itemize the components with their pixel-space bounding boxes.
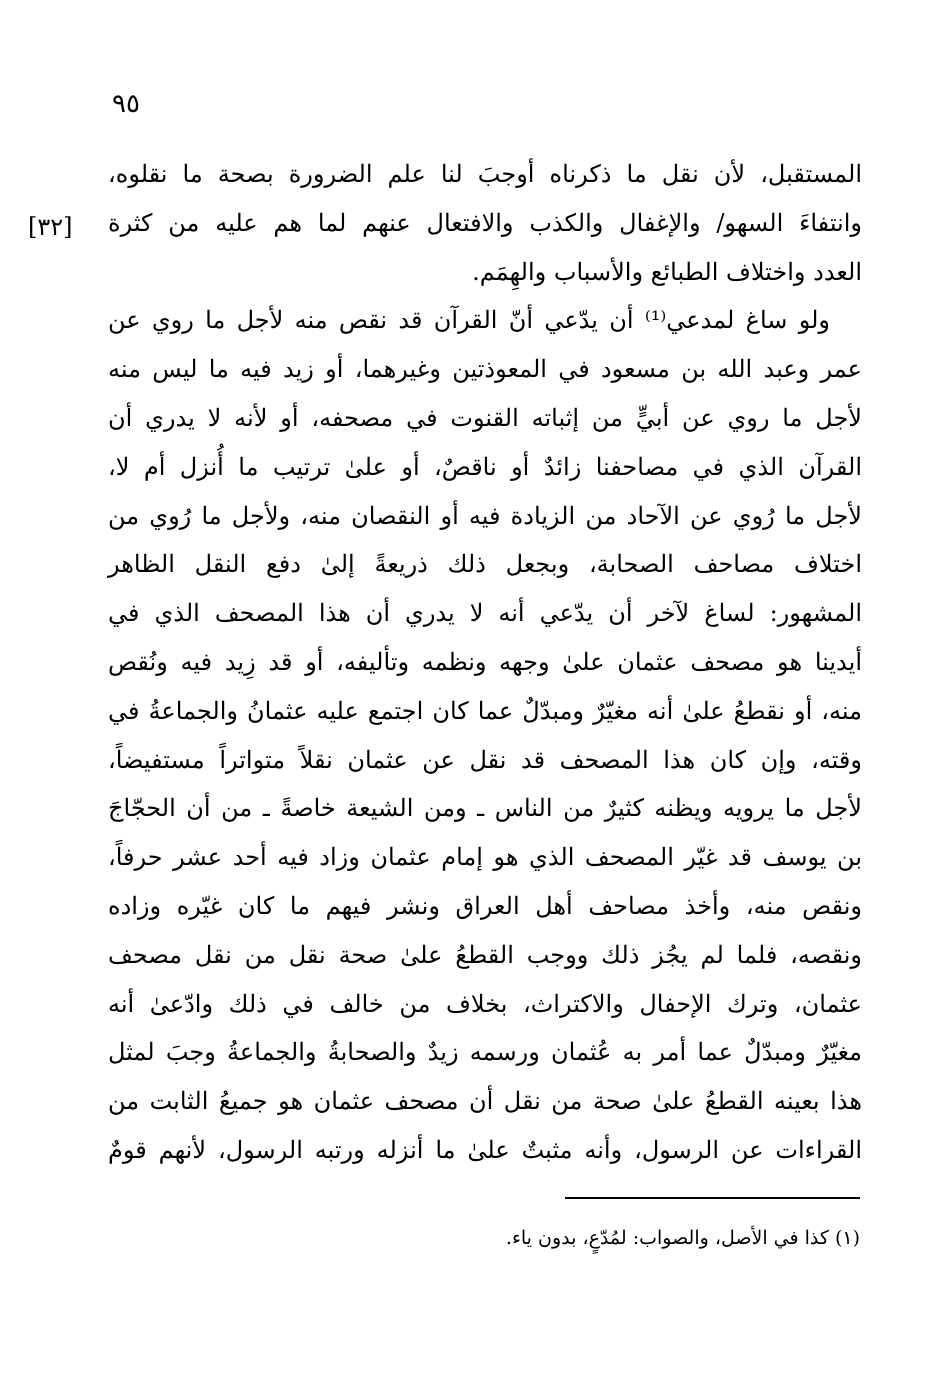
text-line: لأجل ما رُوي عن الآحاد من الزيادة فيه أو النقصان منه، ولأجل ما رُوي من [108,501,862,530]
text-line: لأجل ما يرويه ويظنه كثيرٌ من الناس ـ ومن الشيعة خاصةً ـ من أن الحجّاجَ [108,794,862,823]
page-number: ٩٥ [112,89,140,119]
text-line: عثمان، وترك الإحفال والاكتراث، بخلاف من خالف في ذلك وادّعىٰ أنه [108,989,862,1018]
text-line: المشهور: لساغ لآخر أن يدّعي أنه لا يدري أن هذا المصحف الذي في [108,599,862,628]
text-line: المستقبل، لأن نقل ما ذكرناه أوجبَ لنا علم الضرورة بصحة ما نقلوه، [108,160,862,188]
footnote: (١) كذا في الأصل، والصواب: لمُدّعٍ، بدون ياء. [505,1227,860,1249]
margin-reference: [٣٢] [28,213,73,241]
text-line: وانتفاءَ السهو/ والإغفال والكذب والافتعال عنهم لما هم عليه من كثرة [108,208,862,237]
text-line: هذا بعينه القطعُ علىٰ صحة من نقل أن مصحف عثمان هو جميعُ الثابت من [108,1087,862,1116]
text-line: ولو ساغ لمدعي⁽¹⁾ أن يدّعي أنّ القرآن قد نقص منه لأجل ما روي عن [108,306,830,335]
text-line: ونقصه، فلما لم يجُز ذلك ووجب القطعُ علىٰ صحة نقل من نقل مصحف [108,940,862,969]
text-line: بن يوسف قد غيّر المصحف الذي هو إمام عثمان وزاد فيه أحد عشر حرفاً، [108,843,862,872]
text-line: لأجل ما روي عن أبيٍّ من إثباته القنوت في مصحفه، أو لأنه لا يدري أن [108,403,862,432]
text-line: وقته، وإن كان هذا المصحف قد نقل عن عثمان نقلاً متواتراً مستفيضاً، [108,745,862,774]
text-line: القراءات عن الرسول، وأنه مثبتٌ علىٰ ما أنزله ورتبه الرسول، لأنهم قومٌ [108,1135,862,1164]
text-line: عمر وعبد الله بن مسعود في المعوذتين وغيرهما، أو زيد فيه ما ليس منه [108,355,862,384]
text-line: اختلاف مصاحف الصحابة، وبجعل ذلك ذريعةً إلىٰ دفع النقل الظاهر [108,550,862,579]
text-line: العدد واختلاف الطبائع والأسباب والهِمَم. [472,257,862,286]
footnote-divider [565,1197,860,1199]
text-line: أيدينا هو مصحف عثمان علىٰ وجهه ونظمه وتأليفه، أو قد زِيد فيه ونُقص [108,647,862,676]
text-line: ونقص منه، وأخذ مصاحف أهل العراق ونشر فيهم ما كان غيّره وزاده [108,891,862,920]
text-line: منه، أو نقطعُ علىٰ أنه مغيّرٌ ومبدّلٌ عما كان اجتمع عليه عثمانُ والجماعةُ في [108,696,862,725]
text-line: مغيّرٌ ومبدّلٌ عما أمر به عُثمان ورسمه زيدٌ والصحابةُ والجماعةُ وجبَ لمثل [108,1038,863,1067]
main-text [108,150,862,1175]
text-line: القرآن الذي في مصاحفنا زائدٌ أو ناقصٌ، أو علىٰ ترتيب ما أُنزل أم لا، [108,452,862,481]
